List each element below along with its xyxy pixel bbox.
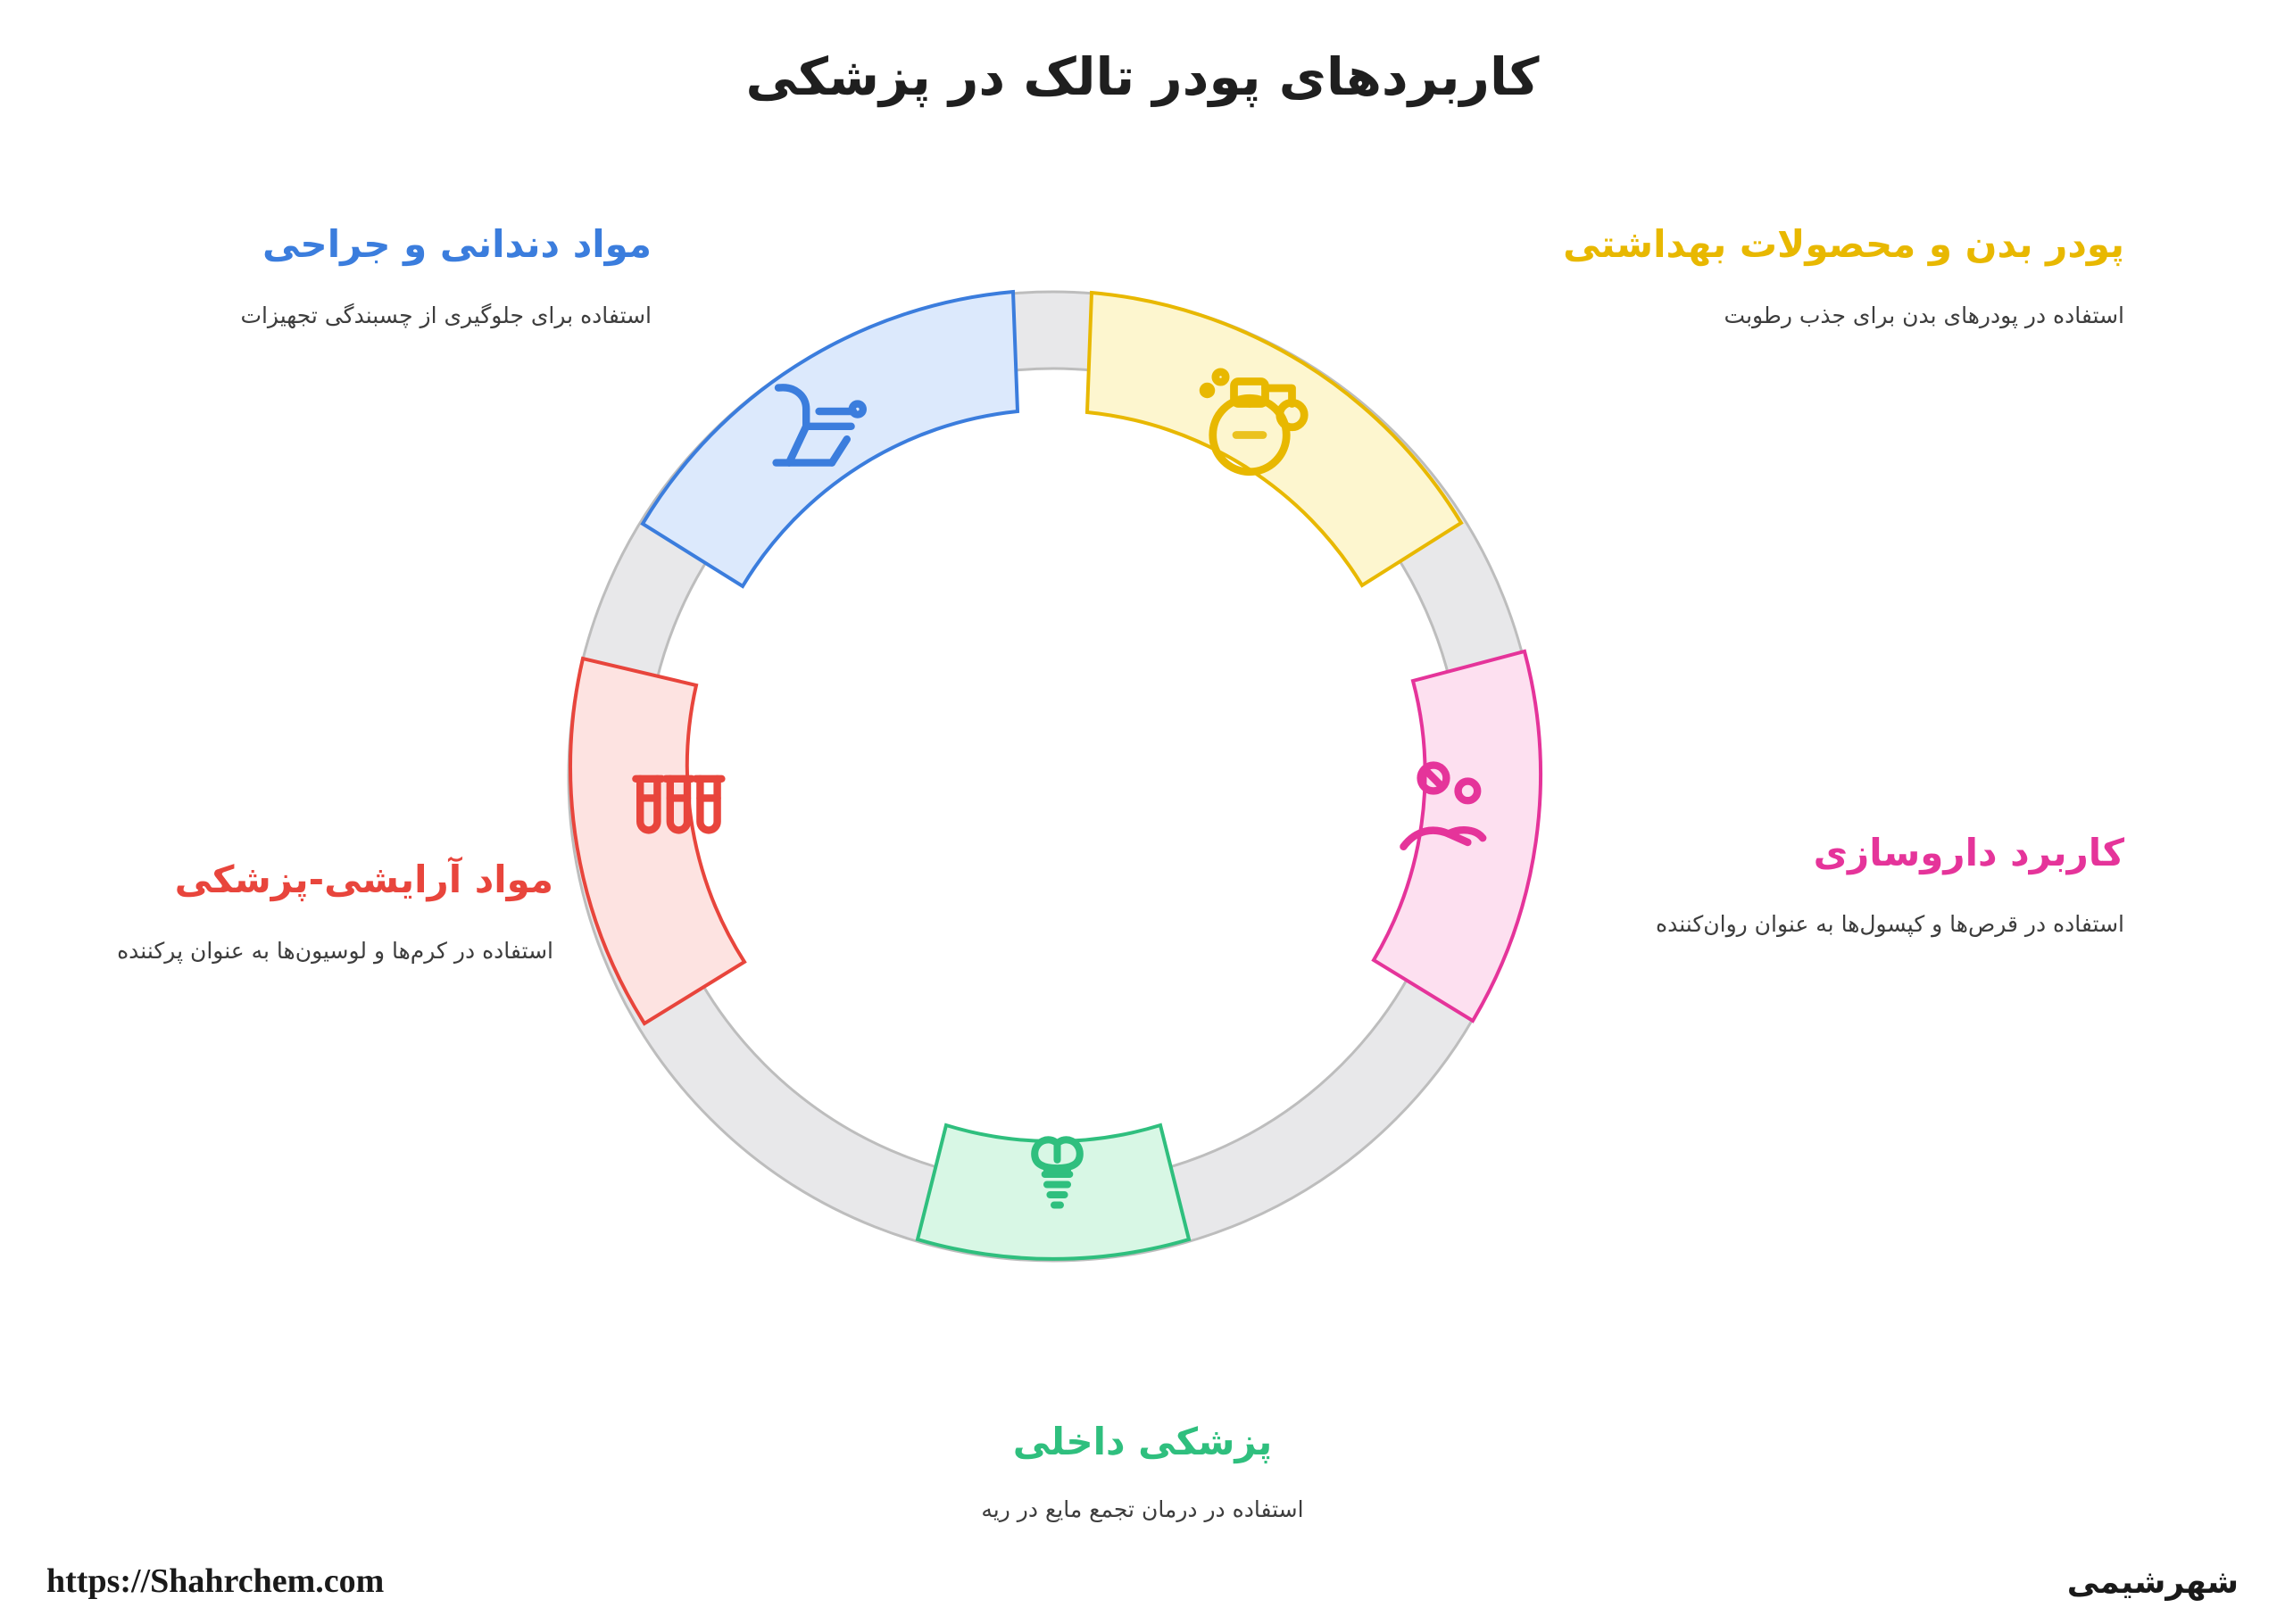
node-pharma[interactable]: [1482, 830, 2124, 940]
node-cosmetic-title: مواد آرایشی-پزشکی: [174, 858, 553, 901]
node-pharma-desc: استفاده در قرص‌ها و کپسول‌ها به عنوان روان‌کننده: [1656, 910, 2124, 937]
node-dental-desc: استفاده برای جلوگیری از چسبندگی تجهیزات: [240, 302, 652, 328]
node-internal-desc: استفاده در درمان تجمع مایع در ریه: [981, 1496, 1304, 1522]
node-internal-title: پزشکی داخلی: [1012, 1420, 1273, 1463]
node-dental-title: مواد دندانی و جراحی: [262, 222, 652, 266]
node-internal[interactable]: [0, 1419, 2285, 1526]
ring-graphic: [500, 232, 1607, 1392]
node-hygiene-title: پودر بدن و محصولات بهداشتی: [1563, 222, 2124, 266]
node-hygiene-desc: استفاده در پودرهای بدن برای جذب رطوبت: [1724, 302, 2124, 328]
segment-cosmetic[interactable]: [570, 659, 744, 1023]
footer: [0, 1553, 2285, 1624]
segment-internal[interactable]: [918, 1125, 1189, 1259]
segment-hygiene[interactable]: [1087, 293, 1461, 585]
node-pharma-title: کاربرد داروسازی: [1813, 831, 2124, 874]
node-cosmetic[interactable]: [18, 857, 553, 967]
footer-website-url[interactable]: https://Shahrchem.com: [46, 1562, 385, 1600]
segment-dental[interactable]: [643, 292, 1018, 586]
footer-brand-name: شهرشیمی: [2066, 1564, 2239, 1601]
node-dental[interactable]: [152, 221, 652, 332]
page-title: کاربردهای پودر تالک در پزشکی: [745, 46, 1540, 107]
node-hygiene[interactable]: [1482, 221, 2124, 332]
node-cosmetic-desc: استفاده در کرم‌ها و لوسیون‌ها به عنوان پرکننده: [117, 937, 553, 964]
